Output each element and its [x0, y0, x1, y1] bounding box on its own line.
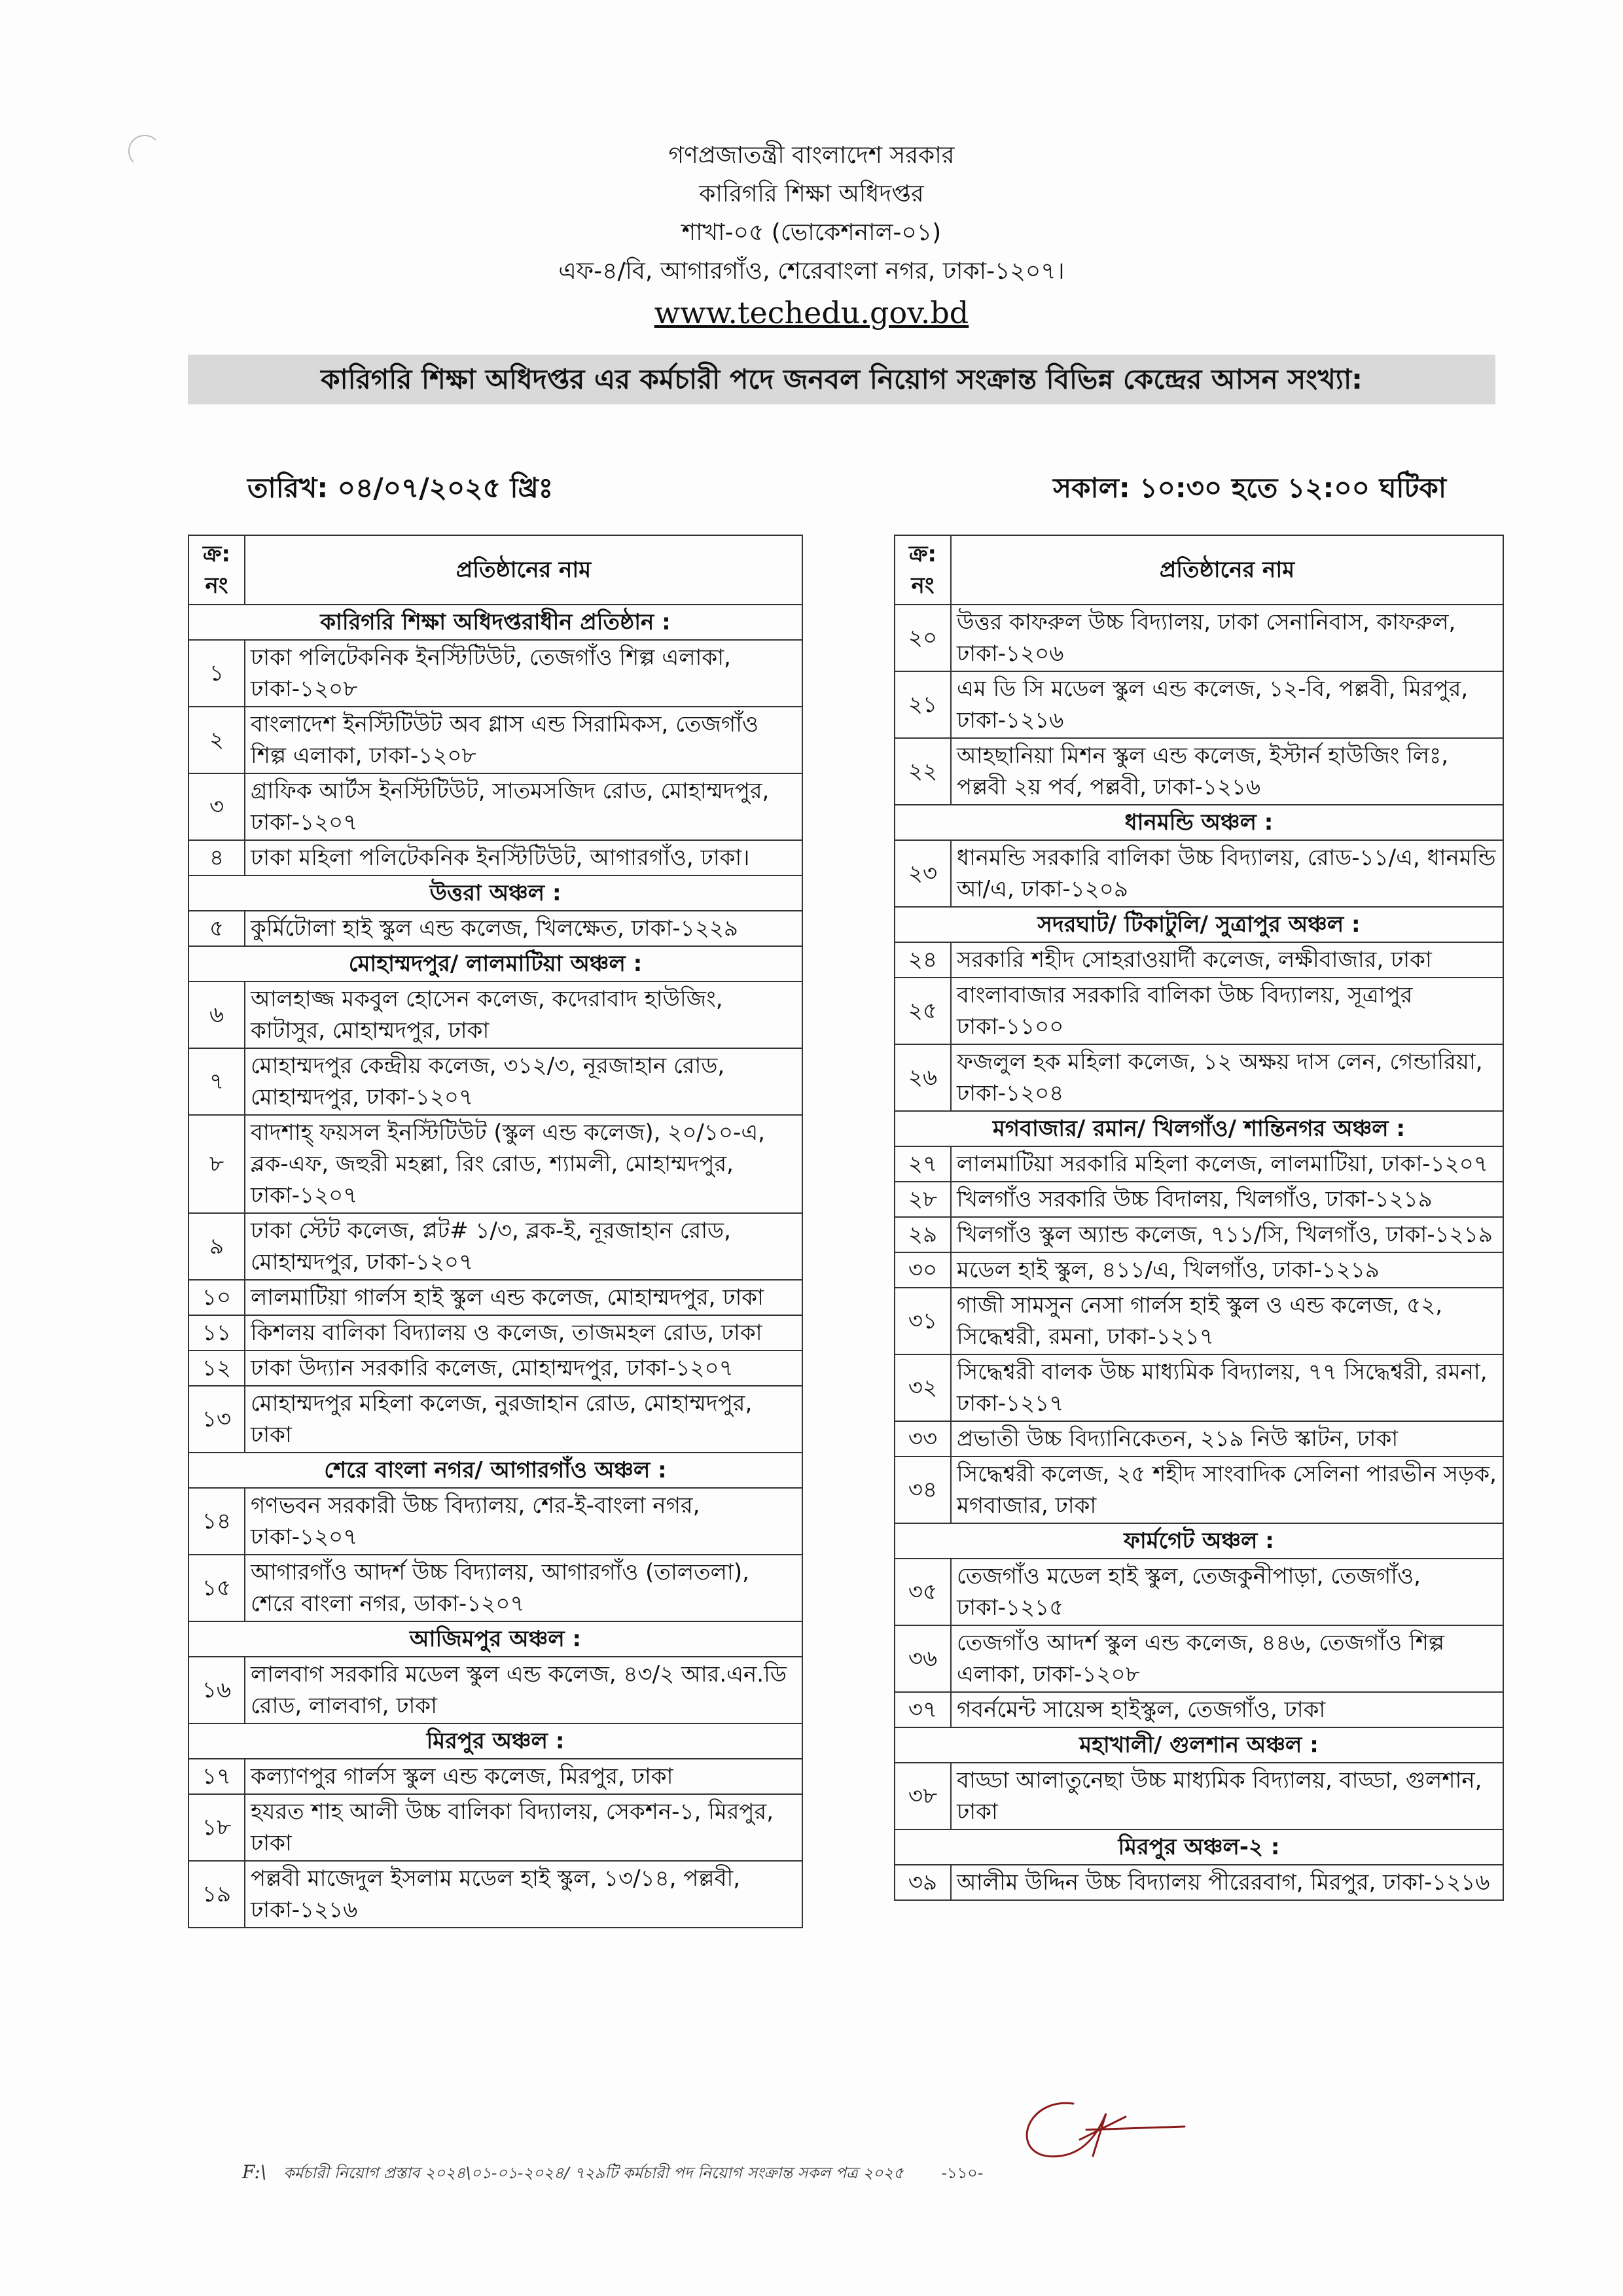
- table-row: [895, 1559, 1503, 1625]
- table-row: [188, 1280, 802, 1315]
- institution-cell: খিলগাঁও সরকারি উচ্চ বিদালয়, খিলগাঁও, ঢাকা-১২১৯: [951, 1182, 1503, 1217]
- table-row: [188, 1048, 802, 1115]
- table-row: [188, 773, 802, 840]
- serial-cell: ২৮: [895, 1182, 951, 1217]
- table-row: [188, 981, 802, 1048]
- table-row: [895, 1692, 1503, 1727]
- centers-table-right: [894, 535, 1504, 1901]
- section-title: মিরপুর অঞ্চল-২ :: [895, 1829, 1503, 1865]
- table-row: [188, 1861, 802, 1928]
- institution-cell: এম ডি সি মডেল স্কুল এন্ড কলেজ, ১২-বি, পল্লবী, মিরপুর, ঢাকা-১২১৬: [951, 671, 1503, 738]
- institution-cell: খিলগাঁও স্কুল অ্যান্ড কলেজ, ৭১১/সি, খিলগাঁও, ঢাকা-১২১৯: [951, 1217, 1503, 1252]
- table-row: [895, 840, 1503, 907]
- table-row: [895, 1146, 1503, 1182]
- table-row: [895, 1625, 1503, 1692]
- file-path: কর্মচারী নিয়োগ প্রস্তাব ২০২৪\০১-০১-২০২৪/ ৭২৯টি কর্মচারী পদ নিয়োগ সংক্রান্ত সকল পত্র ২০২৫: [283, 2164, 904, 2182]
- name-header: প্রতিষ্ঠানের নাম: [245, 535, 802, 605]
- institution-cell: ফজলুল হক মহিলা কলেজ, ১২ অক্ষয় দাস লেন, গেন্ডারিয়া, ঢাকা-১২০৪: [951, 1044, 1503, 1111]
- section-header-row: [188, 1723, 802, 1759]
- institution-cell: কল্যাণপুর গার্লস স্কুল এন্ড কলেজ, মিরপুর, ঢাকা: [245, 1759, 802, 1794]
- section-title: ধানমন্ডি অঞ্চল :: [895, 805, 1503, 840]
- institution-cell: ঢাকা পলিটেকনিক ইনস্টিটিউট, তেজগাঁও শিল্প এলাকা, ঢাকা-১২০৮: [245, 640, 802, 707]
- serial-cell: ১৩: [188, 1386, 245, 1453]
- institution-cell: ঢাকা মহিলা পলিটেকনিক ইনস্টিটিউট, আগারগাঁও, ঢাকা।: [245, 840, 802, 875]
- serial-cell: ১৬: [188, 1657, 245, 1723]
- table-row: [895, 978, 1503, 1044]
- institution-cell: বাংলাবাজার সরকারি বালিকা উচ্চ বিদ্যালয়, সূত্রাপুর ঢাকা-১১০০: [951, 978, 1503, 1044]
- drive-code: F:\: [242, 2161, 267, 2183]
- institution-cell: আলহাজ্জ মকবুল হোসেন কলেজ, কদেরাবাদ হাউজিং, কাটাসুর, মোহাম্মদপুর, ঢাকা: [245, 981, 802, 1048]
- table-row: [895, 605, 1503, 671]
- section-header-row: [188, 1621, 802, 1657]
- serial-header: ক্র: নং: [895, 535, 951, 605]
- table-row: [895, 738, 1503, 805]
- institution-cell: ঢাকা স্টেট কলেজ, প্লট# ১/৩, ব্লক-ই, নূরজাহান রোড, মোহাম্মদপুর, ঢাকা-১২০৭: [245, 1213, 802, 1280]
- institution-cell: পল্লবী মাজেদুল ইসলাম মডেল হাই স্কুল, ১৩/১৪, পল্লবী, ঢাকা-১২১৬: [245, 1861, 802, 1928]
- section-title: আজিমপুর অঞ্চল :: [188, 1621, 802, 1657]
- serial-cell: ৭: [188, 1048, 245, 1115]
- serial-cell: ৫: [188, 911, 245, 946]
- table-row: [188, 1315, 802, 1351]
- institution-cell: কিশলয় বালিকা বিদ্যালয় ও কলেজ, তাজমহল রোড, ঢাকা: [245, 1315, 802, 1351]
- name-header: প্রতিষ্ঠানের নাম: [951, 535, 1503, 605]
- institution-cell: প্রভাতী উচ্চ বিদ্যানিকেতন, ২১৯ নিউ স্কাটন, ঢাকা: [951, 1421, 1503, 1457]
- institution-cell: লালমাটিয়া সরকারি মহিলা কলেজ, লালমাটিয়া, ঢাকা-১২০৭: [951, 1146, 1503, 1182]
- institution-cell: সিদ্ধেশ্বরী কলেজ, ২৫ শহীদ সাংবাদিক সেলিনা পারভীন সড়ক, মগবাজার, ঢাকা: [951, 1457, 1503, 1523]
- table-row: [188, 1115, 802, 1213]
- institution-cell: তেজগাঁও আদর্শ স্কুল এন্ড কলেজ, ৪৪৬, তেজগাঁও শিল্প এলাকা, ঢাকা-১২০৮: [951, 1625, 1503, 1692]
- institution-cell: উত্তর কাফরুল উচ্চ বিদ্যালয়, ঢাকা সেনানিবাস, কাফরুল, ঢাকা-১২০৬: [951, 605, 1503, 671]
- institution-cell: ঢাকা উদ্যান সরকারি কলেজ, মোহাম্মদপুর, ঢাকা-১২০৭: [245, 1351, 802, 1386]
- serial-cell: ৪: [188, 840, 245, 875]
- table-row: [895, 1252, 1503, 1288]
- table-row: [188, 1555, 802, 1621]
- department-name: কারিগরি শিক্ষা অধিদপ্তর: [699, 181, 924, 207]
- serial-cell: ৩৯: [895, 1865, 951, 1900]
- table-row: [895, 1421, 1503, 1457]
- branch-name: শাখা-০৫ (ভোকেশনাল-০১): [681, 219, 942, 246]
- serial-cell: ২০: [895, 605, 951, 671]
- table-row: [895, 942, 1503, 978]
- section-header-row: [895, 1523, 1503, 1559]
- table-row: [895, 1182, 1503, 1217]
- institution-cell: বাদশাহ্ ফয়সল ইনস্টিটিউট (স্কুল এন্ড কলেজ), ২০/১০-এ, ব্লক-এফ, জহুরী মহল্লা, রিং রোড, শ্যামলী, মোহাম্মদপুর, ঢাকা-১২০৭: [245, 1115, 802, 1213]
- section-title: কারিগরি শিক্ষা অধিদপ্তরাধীন প্রতিষ্ঠান :: [188, 605, 802, 640]
- serial-cell: ৩৭: [895, 1692, 951, 1727]
- table-row: [895, 1865, 1503, 1900]
- section-title: সদরঘাট/ টিকাটুলি/ সুত্রাপুর অঞ্চল :: [895, 907, 1503, 942]
- table-row: [188, 911, 802, 946]
- serial-cell: ১৯: [188, 1861, 245, 1928]
- serial-cell: ২৭: [895, 1146, 951, 1182]
- table-row: [188, 1759, 802, 1794]
- section-header-row: [188, 1453, 802, 1488]
- serial-cell: ১২: [188, 1351, 245, 1386]
- serial-cell: ২৯: [895, 1217, 951, 1252]
- serial-header: ক্র: নং: [188, 535, 245, 605]
- institution-cell: সিদ্ধেশ্বরী বালক উচ্চ মাধ্যমিক বিদ্যালয়, ৭৭ সিদ্ধেশ্বরী, রমনা, ঢাকা-১২১৭: [951, 1354, 1503, 1421]
- serial-cell: ২৩: [895, 840, 951, 907]
- section-header-row: [895, 1111, 1503, 1146]
- institution-cell: গণভবন সরকারী উচ্চ বিদ্যালয়, শের-ই-বাংলা নগর, ঢাকা-১২০৭: [245, 1488, 802, 1555]
- serial-cell: ১১: [188, 1315, 245, 1351]
- institution-cell: হযরত শাহ আলী উচ্চ বালিকা বিদ্যালয়, সেকশন-১, মিরপুর, ঢাকা: [245, 1794, 802, 1861]
- serial-cell: ৩৩: [895, 1421, 951, 1457]
- serial-cell: ৩০: [895, 1252, 951, 1288]
- section-title: মিরপুর অঞ্চল :: [188, 1723, 802, 1759]
- institution-cell: তেজগাঁও মডেল হাই স্কুল, তেজকুনীপাড়া, তেজগাঁও, ঢাকা-১২১৫: [951, 1559, 1503, 1625]
- institution-cell: সরকারি শহীদ সোহরাওয়ার্দী কলেজ, লক্ষীবাজার, ঢাকা: [951, 942, 1503, 978]
- table-row: [895, 1288, 1503, 1354]
- table-row: [188, 1657, 802, 1723]
- serial-cell: ৩৬: [895, 1625, 951, 1692]
- serial-cell: ১৪: [188, 1488, 245, 1555]
- table-row: [895, 1354, 1503, 1421]
- institution-cell: মোহাম্মদপুর কেন্দ্রীয় কলেজ, ৩১২/৩, নূরজাহান রোড, মোহাম্মদপুর, ঢাকা-১২০৭: [245, 1048, 802, 1115]
- table-header-row: [188, 535, 802, 605]
- office-address: এফ-৪/বি, আগারগাঁও, শেরেবাংলা নগর, ঢাকা-১২০৭।: [558, 258, 1065, 285]
- signature-mark: [995, 2077, 1191, 2182]
- institution-cell: আহছানিয়া মিশন স্কুল এন্ড কলেজ, ইস্টার্ন হাউজিং লিঃ, পল্লবী ২য় পর্ব, পল্লবী, ঢাকা-১২১৬: [951, 738, 1503, 805]
- institution-cell: মডেল হাই স্কুল, ৪১১/এ, খিলগাঁও, ঢাকা-১২১৯: [951, 1252, 1503, 1288]
- serial-cell: ২২: [895, 738, 951, 805]
- section-header-row: [895, 805, 1503, 840]
- section-header-row: [895, 1727, 1503, 1763]
- letterhead: [0, 136, 1623, 334]
- table-row: [895, 671, 1503, 738]
- serial-cell: ১৫: [188, 1555, 245, 1621]
- section-title: মগবাজার/ রমান/ খিলগাঁও/ শান্তিনগর অঞ্চল :: [895, 1111, 1503, 1146]
- institution-cell: ধানমন্ডি সরকারি বালিকা উচ্চ বিদ্যালয়, রোড-১১/এ, ধানমন্ডি আ/এ, ঢাকা-১২০৯: [951, 840, 1503, 907]
- serial-cell: ১৮: [188, 1794, 245, 1861]
- section-title: উত্তরা অঞ্চল :: [188, 875, 802, 911]
- table-row: [188, 1386, 802, 1453]
- section-title: ফার্মগেট অঞ্চল :: [895, 1523, 1503, 1559]
- file-path-footer: [242, 2161, 983, 2187]
- institution-cell: আলীম উদ্দিন উচ্চ বিদ্যালয় পীরেরবাগ, মিরপুর, ঢাকা-১২১৬: [951, 1865, 1503, 1900]
- section-header-row: [188, 875, 802, 911]
- institution-cell: মোহাম্মদপুর মহিলা কলেজ, নুরজাহান রোড, মোহাম্মদপুর, ঢাকা: [245, 1386, 802, 1453]
- serial-cell: ২৫: [895, 978, 951, 1044]
- institution-cell: কুর্মিটোলা হাই স্কুল এন্ড কলেজ, খিলক্ষেত, ঢাকা-১২২৯: [245, 911, 802, 946]
- table-row: [188, 1213, 802, 1280]
- page-number: -১১০-: [941, 2164, 984, 2182]
- serial-cell: ১০: [188, 1280, 245, 1315]
- serial-cell: ৩৮: [895, 1763, 951, 1829]
- section-title: শেরে বাংলা নগর/ আগারগাঁও অঞ্চল :: [188, 1453, 802, 1488]
- section-title: মোহাম্মদপুর/ লালমাটিয়া অঞ্চল :: [188, 946, 802, 981]
- institution-cell: বাড্ডা আলাতুনেছা উচ্চ মাধ্যমিক বিদ্যালয়, বাড্ডা, গুলশান, ঢাকা: [951, 1763, 1503, 1829]
- section-title: মহাখালী/ গুলশান অঞ্চল :: [895, 1727, 1503, 1763]
- table-row: [188, 1794, 802, 1861]
- serial-cell: ১: [188, 640, 245, 707]
- institution-cell: গবর্নমেন্ট সায়েন্স হাইস্কুল, তেজগাঁও, ঢাকা: [951, 1692, 1503, 1727]
- institution-cell: আগারগাঁও আদর্শ উচ্চ বিদ্যালয়, আগারগাঁও (তালতলা), শেরে বাংলা নগর, ডাকা-১২০৭: [245, 1555, 802, 1621]
- serial-cell: ২৬: [895, 1044, 951, 1111]
- section-header-row: [188, 946, 802, 981]
- serial-cell: ১৭: [188, 1759, 245, 1794]
- centers-table-left: [188, 535, 803, 1928]
- exam-time: সকাল: ১০:৩০ হতে ১২:০০ ঘটিকা: [1053, 472, 1446, 504]
- website-link[interactable]: www.techedu.gov.bd: [654, 295, 969, 330]
- table-row: [895, 1217, 1503, 1252]
- serial-cell: ৬: [188, 981, 245, 1048]
- table-row: [895, 1044, 1503, 1111]
- table-header-row: [895, 535, 1503, 605]
- serial-cell: ২৪: [895, 942, 951, 978]
- table-row: [895, 1763, 1503, 1829]
- section-header-row: [895, 1829, 1503, 1865]
- table-row: [188, 707, 802, 773]
- table-row: [188, 1351, 802, 1386]
- institution-cell: গ্রাফিক আর্টস ইনস্টিটিউট, সাতমসজিদ রোড, মোহাম্মদপুর, ঢাকা-১২০৭: [245, 773, 802, 840]
- serial-cell: ২: [188, 707, 245, 773]
- table-row: [188, 640, 802, 707]
- serial-cell: ৩১: [895, 1288, 951, 1354]
- institution-cell: গাজী সামসুন নেসা গার্লস হাই স্কুল ও এন্ড কলেজ, ৫২, সিদ্ধেশ্বরী, রমনা, ঢাকা-১২১৭: [951, 1288, 1503, 1354]
- institution-cell: লালবাগ সরকারি মডেল স্কুল এন্ড কলেজ, ৪৩/২ আর.এন.ডি রোড, লালবাগ, ঢাকা: [245, 1657, 802, 1723]
- section-header-row: [188, 605, 802, 640]
- section-header-row: [895, 907, 1503, 942]
- serial-cell: ২১: [895, 671, 951, 738]
- table-row: [188, 1488, 802, 1555]
- notice-title: কারিগরি শিক্ষা অধিদপ্তর এর কর্মচারী পদে জনবল নিয়োগ সংক্রান্ত বিভিন্ন কেন্দ্রের আসন সংখ্যা:: [188, 355, 1495, 404]
- serial-cell: ৩৫: [895, 1559, 951, 1625]
- table-row: [895, 1457, 1503, 1523]
- serial-cell: ৩: [188, 773, 245, 840]
- serial-cell: ৮: [188, 1115, 245, 1213]
- table-row: [188, 840, 802, 875]
- serial-cell: ৩৪: [895, 1457, 951, 1523]
- exam-date: তারিখ: ০৪/০৭/২০২৫ খ্রিঃ: [247, 472, 554, 504]
- serial-cell: ৩২: [895, 1354, 951, 1421]
- serial-cell: ৯: [188, 1213, 245, 1280]
- institution-cell: লালমাটিয়া গার্লস হাই স্কুল এন্ড কলেজ, মোহাম্মদপুর, ঢাকা: [245, 1280, 802, 1315]
- govt-name: গণপ্রজাতন্ত্রী বাংলাদেশ সরকার: [668, 142, 955, 169]
- institution-cell: বাংলাদেশ ইনস্টিটিউট অব গ্লাস এন্ড সিরামিকস, তেজগাঁও শিল্প এলাকা, ঢাকা-১২০৮: [245, 707, 802, 773]
